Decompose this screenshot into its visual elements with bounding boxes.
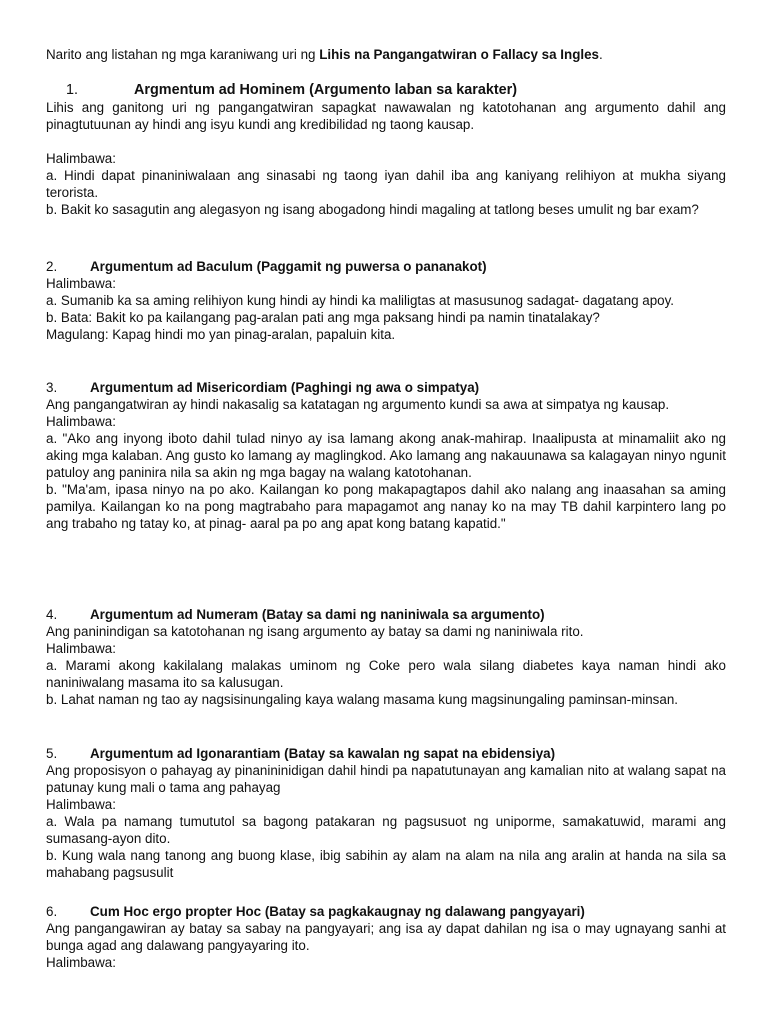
section-number: 2. — [46, 259, 58, 274]
section-2 — [46, 258, 726, 343]
section-definition: Ang pangangawiran ay batay sa sabay na pangyayari; ang isa ay dapat dahilan ng isa o may ugnayang sanhi at bunga agad ang dalawang pangyayaring ito. — [46, 921, 726, 953]
example-a: a. Wala pa namang tumututol sa bagong patakaran ng pagsusuot ng uniporme, samakatuwid, marami ang sumasang-ayon dito. — [46, 814, 726, 846]
halimbawa-label: Halimbawa: — [46, 955, 116, 970]
example-a: a. Hindi dapat pinaniniwalaan ang sinasabi ng taong iyan dahil iba ang kaniyang relihiyon at mukha siyang terorista. — [46, 168, 726, 200]
example-b-continued: Magulang: Kapag hindi mo yan pinag-aralan, papaluin kita. — [46, 327, 396, 342]
section-title: Argumentum ad Baculum (Paggamit ng puwersa o pananakot) — [90, 259, 487, 274]
section-heading — [46, 82, 726, 99]
section-definition: Lihis ang ganitong uri ng pangangatwiran sapagkat nawawalan ng katotohanan ang argumento dahil ang pinagtutuunan ay hindi ang isyu kundi ang kredibilidad ng taong kausap. — [46, 100, 726, 132]
section-heading — [46, 258, 726, 275]
intro-bold-term: Lihis na Pangangatwiran o Fallacy sa Ingles — [319, 47, 599, 62]
example-a: a. Sumanib ka sa aming relihiyon kung hindi ay hindi ka maliligtas at masusunog sadagat- dagatang apoy. — [46, 293, 675, 308]
section-heading — [46, 903, 726, 920]
section-number: 6. — [46, 904, 58, 919]
halimbawa-label: Halimbawa: — [46, 797, 116, 812]
section-title: Argumentum ad Numeram (Batay sa dami ng naniniwala sa argumento) — [90, 607, 545, 622]
section-number: 3. — [46, 380, 58, 395]
intro-prefix: Narito ang listahan ng mga karaniwang uri ng — [46, 47, 320, 62]
section-definition: Ang paninindigan sa katotohanan ng isang argumento ay batay sa dami ng naniniwala rito. — [46, 624, 584, 639]
section-title: Argumentum ad Misericordiam (Paghingi ng awa o simpatya) — [90, 380, 480, 395]
halimbawa-label: Halimbawa: — [46, 641, 116, 656]
section-number: 5. — [46, 746, 58, 761]
section-definition: Ang pangangatwiran ay hindi nakasalig sa katatagan ng argumento kundi sa awa at simpatya ng kausap. — [46, 397, 670, 412]
example-a: a. Marami akong kakilalang malakas uminom ng Coke pero wala silang diabetes kaya naman hindi ako naniniwalang masama ito sa kalusugan. — [46, 658, 726, 690]
section-title: Cum Hoc ergo propter Hoc (Batay sa pagkakaugnay ng dalawang pangyayari) — [90, 904, 585, 919]
intro-line — [46, 46, 726, 63]
section-3 — [46, 379, 726, 532]
section-heading — [46, 379, 726, 396]
example-b: b. "Ma'am, ipasa ninyo na po ako. Kailangan ko pong makapagtapos dahil ako nalang ang inaasahan sa aming pamilya. Kailangan ko na pong magtrabaho para mapagamot ang nanay ko na may TB dahil karpintero lang po ang trabaho ng tatay ko, at pinag- aaral pa po ang apat kong batang kapatid." — [46, 482, 726, 531]
section-number: 4. — [46, 607, 58, 622]
example-a: a. "Ako ang inyong iboto dahil tulad ninyo ay isa lamang akong anak-mahirap. Inaalipusta at minamaliit ako ng aking mga kalaban. Ang gusto ko lamang ay maglingkod. Ako lamang ang nakauunawa sa kalagayan ninyo ngunit patuloy ang paninira nila sa akin ng mga bagay na walang katotohanan. — [46, 431, 726, 480]
section-5 — [46, 745, 726, 881]
section-1 — [46, 82, 726, 218]
section-title: Argmentum ad Hominem (Argumento laban sa karakter) — [134, 82, 518, 98]
halimbawa-label: Halimbawa: — [46, 414, 116, 429]
example-b: b. Bakit ko sasagutin ang alegasyon ng isang abogadong hindi magaling at tatlong beses umulit ng bar exam? — [46, 202, 699, 217]
intro-suffix: . — [599, 47, 603, 62]
section-6 — [46, 903, 726, 971]
section-definition: Ang proposisyon o pahayag ay pinanininidigan dahil hindi pa napatutunayan ang kamalian nito at walang sapat na patunay kung mali o tama ang pahayag — [46, 763, 726, 795]
section-title: Argumentum ad Igonarantiam (Batay sa kawalan ng sapat na ebidensiya) — [90, 746, 556, 761]
example-b: b. Bata: Bakit ko pa kailangang pag-aralan pati ang mga paksang hindi pa namin tinatalakay? — [46, 310, 600, 325]
halimbawa-label: Halimbawa: — [46, 151, 116, 166]
section-heading — [46, 745, 726, 762]
section-heading — [46, 606, 726, 623]
example-b: b. Lahat naman ng tao ay nagsisinungaling kaya walang masama kung magsinungaling paminsan-minsan. — [46, 692, 678, 707]
section-number: 1. — [66, 82, 79, 98]
halimbawa-label: Halimbawa: — [46, 276, 116, 291]
section-4 — [46, 606, 726, 708]
example-b: b. Kung wala nang tanong ang buong klase, ibig sabihin ay alam na alam na nila ang aralin at handa na sila sa mahabang pagsusulit — [46, 848, 726, 880]
